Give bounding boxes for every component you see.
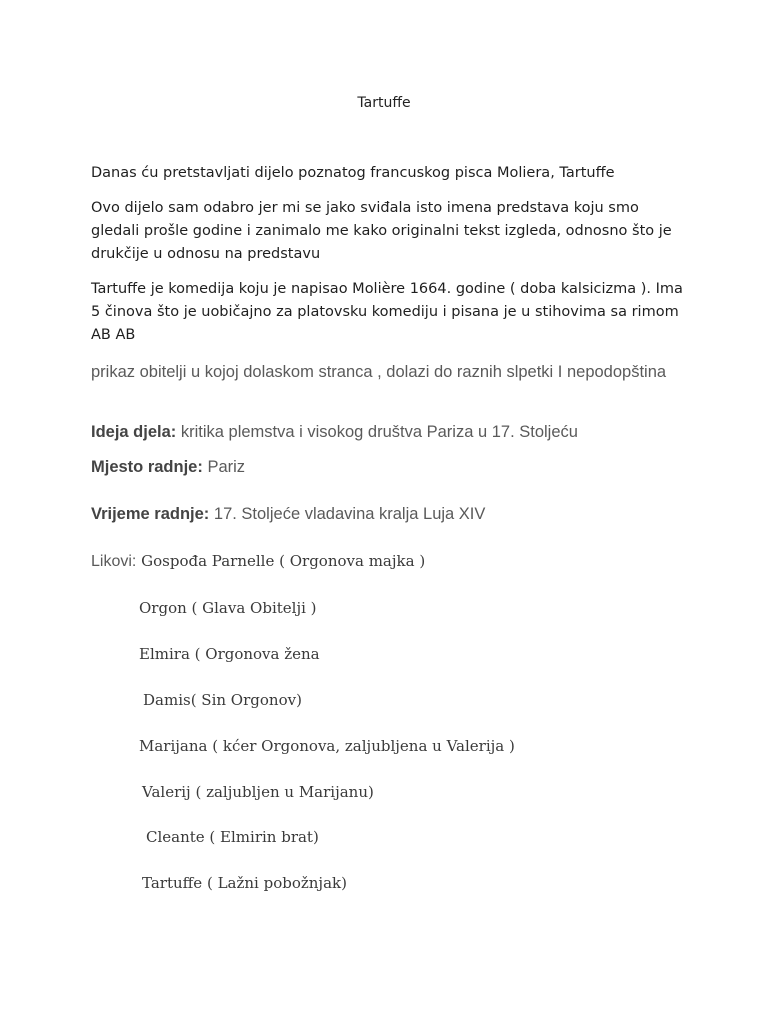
character-item: Damis( Sin Orgonov) [143, 691, 302, 709]
theme-paragraph: prikaz obitelji u kojoj dolaskom stranca , dolazi do raznih slpetki I nepodopština [91, 363, 667, 381]
time-label: Vrijeme radnje: [91, 505, 210, 523]
idea-line [91, 420, 691, 444]
place-value: Pariz [202, 458, 246, 476]
characters-line [91, 552, 425, 571]
document-title: Tartuffe [357, 95, 411, 111]
intro-paragraph: Danas ću pretstavljati dijelo poznatog francuskog pisca Moliera, Tartuffe [91, 165, 615, 181]
idea-label: Ideja djela: [91, 423, 177, 441]
character-item: Gospođa Parnelle ( Orgonova majka ) [141, 552, 426, 570]
time-line [91, 502, 691, 526]
character-item: Valerij ( zaljubljen u Marijanu) [142, 783, 374, 801]
character-item: Elmira ( Orgonova žena [139, 645, 320, 663]
character-item: Marijana ( kćer Orgonova, zaljubljena u Valerija ) [139, 737, 515, 755]
character-item: Tartuffe ( Lažni pobožnjak) [142, 874, 347, 892]
choice-paragraph: Ovo dijelo sam odabro jer mi se jako sviđala isto imena predstava koju smo gledali prošle godine i zanimalo me kako originalni tekst izgleda, odnosno što je drukčije u odnosu na predstavu [91, 200, 672, 262]
place-label: Mjesto radnje: [91, 458, 203, 476]
genre-paragraph: Tartuffe je komedija koju je napisao Molière 1664. godine ( doba kalsicizma ). Ima 5 činova što je uobičajno za platovsku komediju i pisana je u stihovima sa rimom AB AB [91, 281, 683, 343]
place-line [91, 455, 691, 479]
character-item: Cleante ( Elmirin brat) [146, 828, 319, 846]
time-value: 17. Stoljeće vladavina kralja Luja XIV [209, 505, 486, 523]
idea-value: kritika plemstva i visokog društva Pariza u 17. Stoljeću [176, 423, 578, 441]
characters-label: Likovi: [91, 553, 137, 570]
character-item: Orgon ( Glava Obitelji ) [139, 599, 317, 617]
